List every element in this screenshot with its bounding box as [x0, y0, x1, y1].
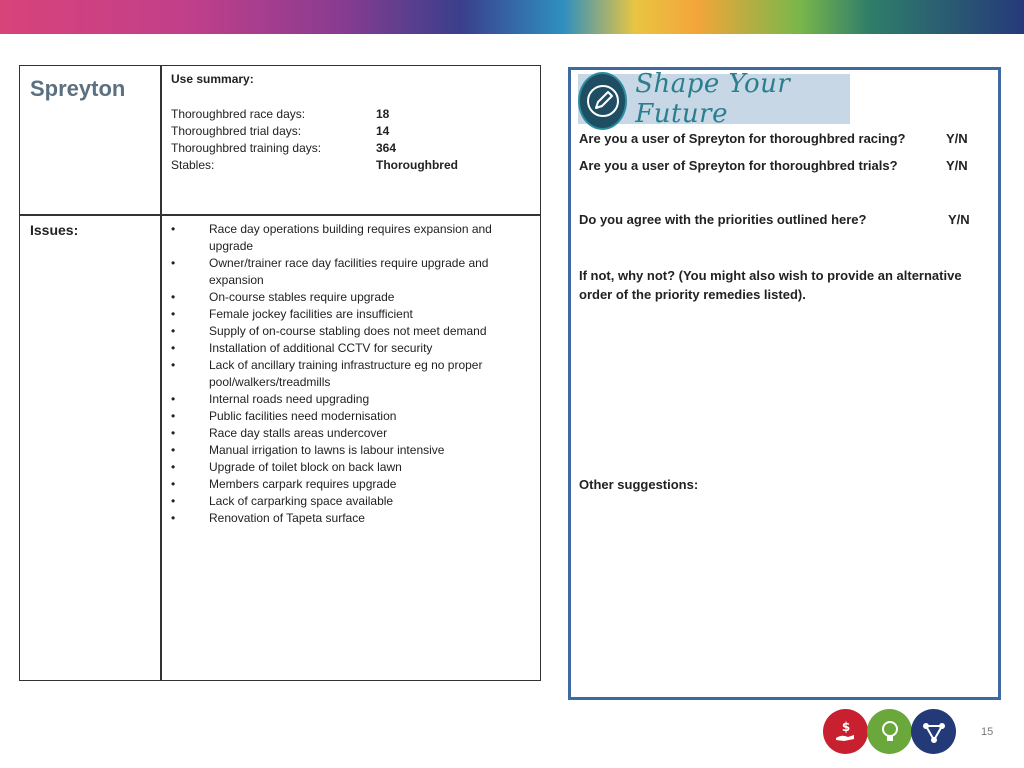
bullet-icon: • — [171, 307, 176, 321]
issue-item — [171, 459, 531, 476]
summary-row — [171, 106, 458, 123]
pencil-icon — [578, 72, 627, 130]
issue-text: Supply of on-course stabling does not meet demand — [209, 324, 487, 338]
issue-item — [171, 289, 531, 306]
issue-text: Members carpark requires upgrade — [209, 477, 397, 491]
bullet-icon: • — [171, 222, 176, 236]
bullet-icon: • — [171, 511, 176, 525]
shape-your-future-logo — [578, 69, 850, 129]
issue-text: Lack of carparking space available — [209, 494, 394, 508]
issue-item — [171, 221, 531, 255]
table-divider-horizontal — [20, 214, 540, 216]
hand-dollar-icon — [823, 709, 868, 754]
issue-text: Owner/trainer race day facilities require upgrade and expansion — [209, 256, 489, 287]
bullet-icon: • — [171, 409, 176, 423]
summary-value: 14 — [376, 124, 390, 138]
issue-text: Race day stalls areas undercover — [209, 426, 388, 440]
question-why-not: If not, why not? (You might also wish to provide an alternative order of the priority remedies listed). — [579, 268, 962, 302]
issue-text: Race day operations building requires expansion and upgrade — [209, 222, 492, 253]
issue-item — [171, 391, 531, 408]
use-summary-list — [171, 106, 458, 174]
summary-value: 18 — [376, 107, 390, 121]
summary-value: Thoroughbred — [376, 158, 458, 172]
summary-row — [171, 157, 458, 174]
issue-item — [171, 425, 531, 442]
bullet-icon: • — [171, 392, 176, 406]
issues-heading: Issues: — [30, 222, 79, 238]
venue-summary-table — [19, 65, 541, 681]
issue-text: On-course stables require upgrade — [209, 290, 395, 304]
question-trials: Are you a user of Spreyton for thoroughbred trials? — [579, 158, 898, 173]
page-number: 15 — [981, 726, 994, 738]
bullet-icon: • — [171, 290, 176, 304]
bullet-icon: • — [171, 256, 176, 270]
answer-priorities[interactable]: Y/N — [948, 212, 970, 227]
issue-text: Upgrade of toilet block on back lawn — [209, 460, 402, 474]
other-suggestions-label: Other suggestions: — [579, 477, 699, 492]
issue-item — [171, 357, 531, 391]
bullet-icon: • — [171, 358, 176, 372]
issue-item — [171, 323, 531, 340]
issue-text: Renovation of Tapeta surface — [209, 511, 365, 525]
network-icon — [911, 709, 956, 754]
issue-item — [171, 408, 531, 425]
issue-item — [171, 255, 531, 289]
bullet-icon: • — [171, 494, 176, 508]
bullet-icon: • — [171, 443, 176, 457]
answer-racing[interactable]: Y/N — [946, 131, 968, 146]
question-priorities: Do you agree with the priorities outlined here? — [579, 212, 867, 227]
issue-text: Public facilities need modernisation — [209, 409, 397, 423]
issue-text: Female jockey facilities are insufficient — [209, 307, 413, 321]
question-racing: Are you a user of Spreyton for thoroughbred racing? — [579, 131, 906, 146]
bullet-icon: • — [171, 477, 176, 491]
lightbulb-icon — [867, 709, 912, 754]
summary-label: Thoroughbred training days: — [171, 141, 322, 155]
logo-wordmark: Shape Your Future — [635, 69, 791, 129]
issue-text: Manual irrigation to lawns is labour intensive — [209, 443, 445, 457]
summary-label: Thoroughbred trial days: — [171, 124, 302, 138]
summary-label: Thoroughbred race days: — [171, 107, 306, 121]
bullet-icon: • — [171, 426, 176, 440]
issue-text: Lack of ancillary training infrastructure eg no proper pool/walkers/treadmills — [209, 358, 483, 389]
bullet-icon: • — [171, 324, 176, 338]
issue-text: Installation of additional CCTV for security — [209, 341, 433, 355]
issue-item — [171, 493, 531, 510]
issue-item — [171, 340, 531, 357]
venue-title: Spreyton — [30, 76, 126, 101]
summary-label: Stables: — [171, 158, 215, 172]
issue-item — [171, 306, 531, 323]
summary-row — [171, 140, 458, 157]
summary-row — [171, 123, 458, 140]
footer-icon-group — [823, 709, 956, 754]
summary-value: 364 — [376, 141, 397, 155]
issue-item — [171, 510, 531, 527]
issues-list — [171, 221, 531, 527]
issue-item — [171, 476, 531, 493]
header-banner — [0, 0, 1024, 34]
svg-text:$: $ — [841, 719, 850, 734]
issue-text: Internal roads need upgrading — [209, 392, 370, 406]
table-divider-vertical — [160, 66, 162, 680]
answer-trials[interactable]: Y/N — [946, 158, 968, 173]
bullet-icon: • — [171, 341, 176, 355]
issue-item — [171, 442, 531, 459]
bullet-icon: • — [171, 460, 176, 474]
feedback-panel — [568, 67, 1001, 700]
use-summary-heading: Use summary: — [171, 72, 254, 86]
